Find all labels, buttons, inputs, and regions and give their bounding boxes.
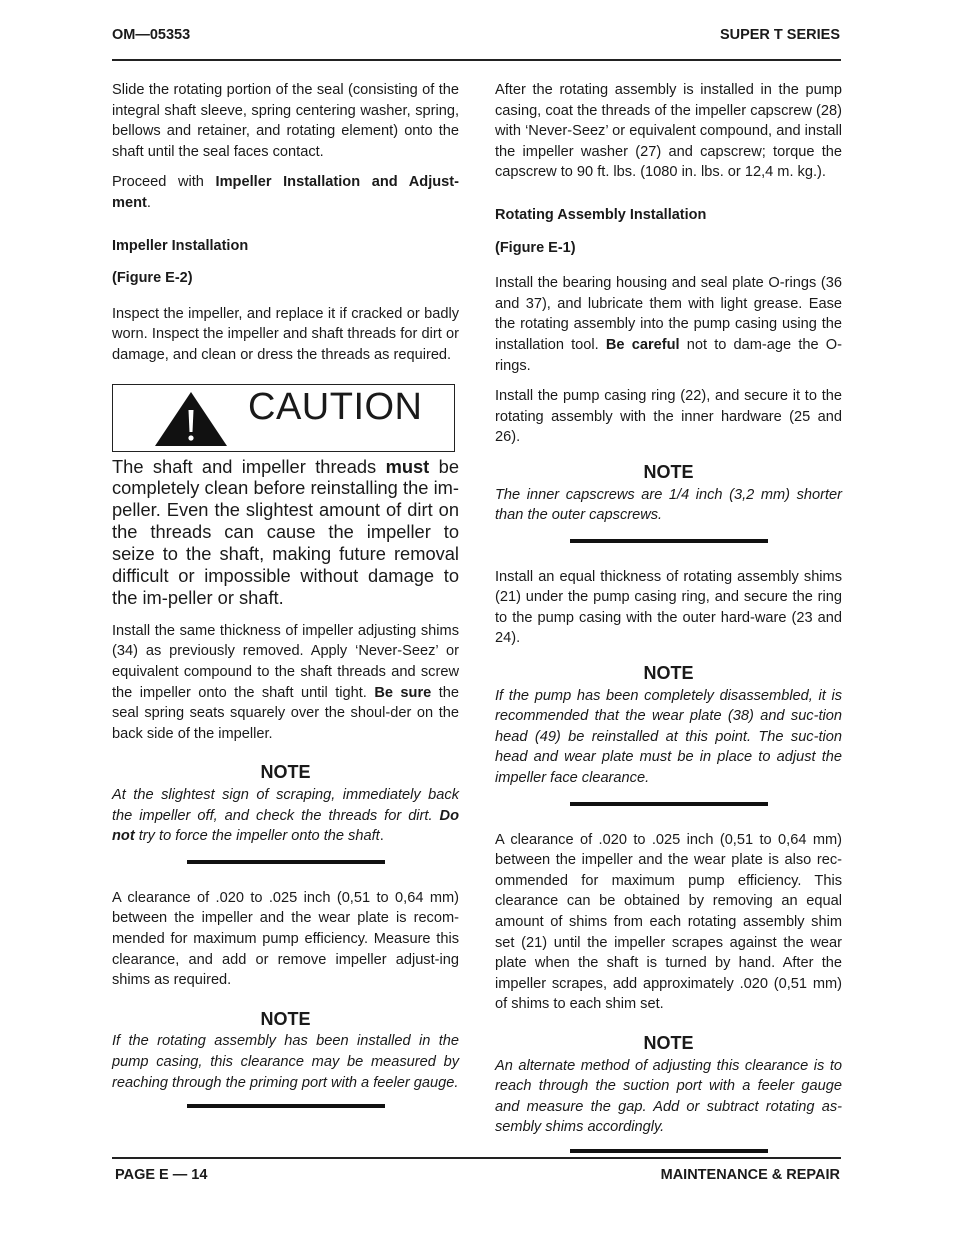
note-heading: NOTE: [643, 461, 694, 482]
note-heading: NOTE: [643, 663, 694, 684]
impeller-installation-heading: Impeller Installation: [112, 237, 249, 254]
header-rule: [112, 59, 841, 61]
o-rings-text-c: not to dam-age the O-rings.: [495, 336, 842, 374]
impeller-figure-ref: (Figure E-2): [112, 270, 193, 287]
inspect-paragraph: Inspect the impeller, and replace it if cracked or badly worn. Inspect the impeller and shaft threads for dirt or damage, and clean or dress the threads as required.: [112, 305, 459, 363]
note-scraping-c: try to force the impeller onto the shaft: [134, 828, 380, 845]
o-rings-emphasis: Be careful: [605, 336, 680, 353]
casing-ring-paragraph: Install the pump casing ring (22), and secure it to the rotating assembly with the inner hardware (25 and 26).: [495, 388, 842, 446]
clearance-paragraph: A clearance of .020 to .025 inch (0,51 to 0,64 mm) between the impeller and the wear plate is recom-mended for maximum pump efficiency. Measure this clearance, and add or remove impeller adjust-ing shims as required.: [112, 889, 459, 989]
shims-text-a: Install the same thickness of impeller adjusting shims (34) as previously removed. Apply ‘Never-Seez’ or equivalent compound to the shaft threads and screw the impeller onto the shaft until tight.: [112, 622, 459, 701]
caution-emphasis: must: [385, 455, 430, 477]
note-scraping-a: At the slightest sign of scraping, immediately back the impeller off, and check the threads for dirt.: [112, 787, 459, 824]
proceed-paragraph: [112, 172, 459, 213]
note-priming-port: If the rotating assembly has been installed in the pump casing, this clearance may be measured by reaching through the priming port with a feeler gauge.: [112, 1033, 459, 1091]
shims-paragraph: [112, 621, 459, 745]
rotating-figure-ref: (Figure E-1): [495, 239, 576, 256]
left-column: [112, 80, 459, 1132]
rotating-assembly-heading: Rotating Assembly Installation: [495, 206, 707, 223]
right-column: [495, 80, 842, 1177]
note-heading: NOTE: [260, 762, 311, 783]
shims-emphasis: Be sure: [374, 684, 432, 701]
seal-paragraph: Slide the rotating portion of the seal (consisting of the integral shaft sleeve, spring centering washer, spring, bellows and retainer, and rotating element) onto the shaft until the seal faces contact.: [112, 82, 459, 160]
note-divider: [187, 860, 385, 864]
capscrew-paragraph: After the rotating assembly is installed in the pump casing, coat the threads of the impeller capscrew (28) with ‘Never-Seez’ or equivalent compound, and install the impeller washer (27) and capscrew; torque the capscrew to 90 ft. lbs. (1080 in. lbs. or 12,4 m. kg.).: [495, 82, 842, 181]
proceed-text: Proceed with: [112, 174, 216, 191]
warning-triangle-icon: [153, 390, 229, 448]
note-scraping-emphasis: Do not: [112, 807, 459, 845]
page-number: PAGE E — 14: [115, 1167, 208, 1183]
caution-label: CAUTION: [248, 385, 423, 428]
caution-text: [112, 456, 459, 609]
footer-rule: [112, 1157, 841, 1159]
note-divider: [570, 1149, 768, 1153]
series-title: SUPER T SERIES: [719, 27, 840, 43]
note-divider: [570, 539, 768, 543]
caution-box: [112, 384, 455, 452]
proceed-link-text: Impeller Installation and Adjust-ment: [112, 174, 460, 211]
note-scraping: [112, 785, 459, 847]
note-scraping-period: .: [379, 828, 384, 845]
o-rings-text-a: Install the bearing housing and seal plate O-rings (36 and 37), and lubricate them with light grease. Ease the rotating assembly into the pump casing using the installation tool.: [495, 275, 842, 353]
section-name: MAINTENANCE & REPAIR: [660, 1167, 840, 1183]
note-divider: [187, 1104, 385, 1108]
proceed-period: .: [146, 194, 151, 211]
equal-shims-paragraph: Install an equal thickness of rotating assembly shims (21) under the pump casing ring, and secure the ring to the pump casing with the outer hard-ware (23 and 24).: [495, 568, 842, 647]
shims-text-c: the seal spring seats squarely over the shoul-der on the back side of the impeller.: [112, 684, 459, 742]
note-heading: NOTE: [643, 1032, 694, 1053]
caution-text-a: The shaft and impeller threads: [112, 455, 386, 477]
document-number: OM—05353: [112, 27, 191, 43]
note-heading: NOTE: [260, 1008, 311, 1029]
o-rings-paragraph: [495, 273, 842, 376]
note-alternate-method: An alternate method of adjusting this clearance is to reach through the suction port with a feeler gauge and measure the gap. Add or subtract rotating as-sembly shims accordingly.: [495, 1057, 842, 1136]
clearance-shims-paragraph: A clearance of .020 to .025 inch (0,51 to 0,64 mm) between the impeller and the wear plate is also rec-ommended for maximum pump efficiency. This clearance can be obtained by removing an equal amount of shims from each rotating assembly shim set (21) until the impeller scrapes against the wear plate when the shaft is turned by hand. After the impeller scrapes, add approximately .020 (0,51 mm) of shims to each shim set.: [495, 831, 842, 1013]
note-divider: [570, 802, 768, 806]
note-capscrews: The inner capscrews are 1/4 inch (3,2 mm) shorter than the outer capscrews.: [495, 486, 842, 524]
note-disassembled: If the pump has been completely disassembled, it is recommended that the wear plate (38) and suc-tion head (49) be reinstalled at this point. The suc-tion head and wear plate must be in place to adjust the impeller face clearance.: [495, 687, 842, 787]
caution-text-c: be completely clean before reinstalling the im-peller. Even the slightest amount of dirt on the threads can cause the impeller to seize to the shaft, making future removal difficult or impossible without damage to the im-peller or shaft.: [112, 455, 459, 608]
